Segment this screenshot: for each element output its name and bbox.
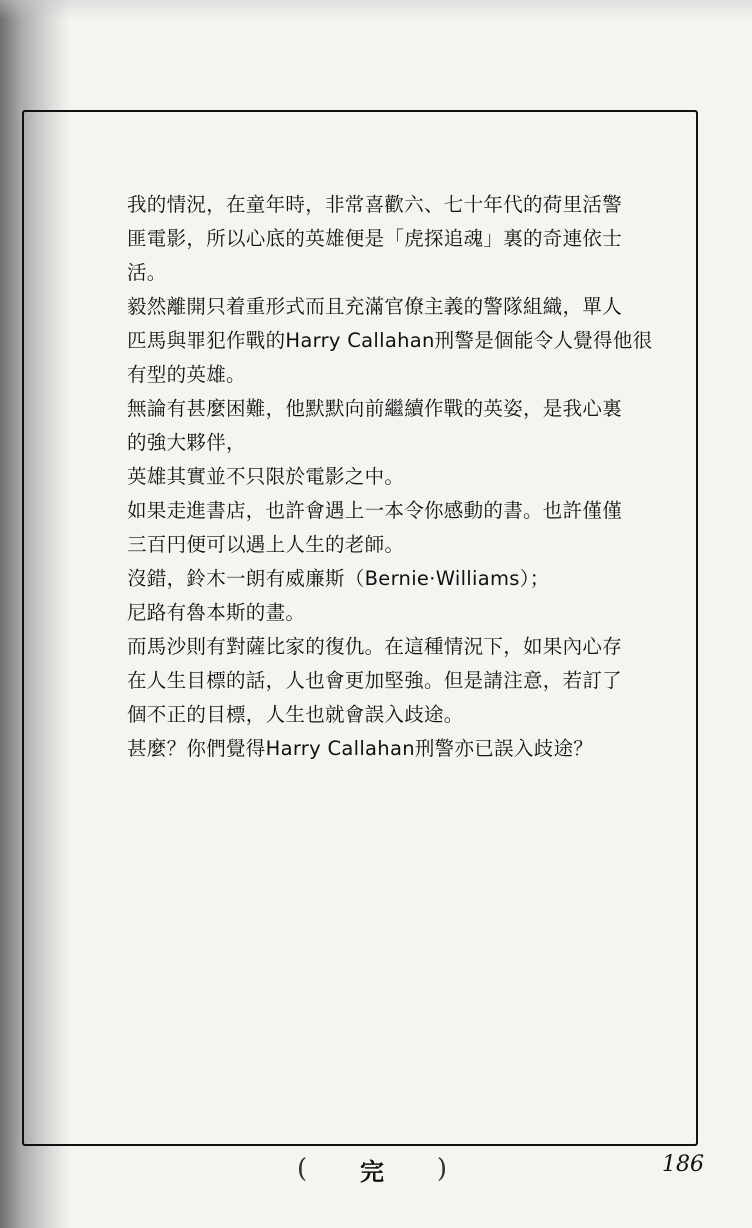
page-footer [0, 1150, 752, 1190]
body-text [127, 188, 653, 766]
end-mark [297, 1150, 447, 1188]
text-line: 匪電影，所以心底的英雄便是「虎探追魂」裏的奇連依士 [127, 227, 623, 250]
text-line: 尼路有魯本斯的畫。 [127, 601, 306, 624]
text-line: 無論有甚麼困難，他默默向前繼續作戰的英姿，是我心裏 [127, 397, 623, 420]
right-paren-ornament: ) [436, 1154, 447, 1184]
text-line: 在人生目標的話，人也會更加堅強。但是請注意，若訂了 [127, 669, 623, 692]
text-line: 三百円便可以遇上人生的老師。 [127, 533, 405, 556]
text-line: 活。 [127, 261, 167, 284]
text-line: 如果走進書店，也許會遇上一本令你感動的書。也許僅僅 [127, 499, 623, 522]
text-line: 英雄其實並不只限於電影之中。 [127, 465, 405, 488]
text-line: 甚麼？你們覺得Harry Callahan刑警亦已誤入歧途？ [127, 737, 594, 760]
text-line: 沒錯，鈴木一朗有威廉斯（Bernie·Williams）； [127, 567, 550, 590]
text-line: 的強大夥伴， [127, 431, 246, 454]
text-line: 個不正的目標，人生也就會誤入歧途。 [127, 703, 464, 726]
text-line: 而馬沙則有對薩比家的復仇。在這種情況下，如果內心存 [127, 635, 623, 658]
text-line: 毅然離開只着重形式而且充滿官僚主義的警隊組織，單人 [127, 295, 623, 318]
top-shadow [0, 0, 752, 20]
text-line: 匹馬與罪犯作戰的Harry Callahan刑警是個能令人覺得他很 [127, 329, 653, 352]
text-line: 我的情況，在童年時，非常喜歡六、七十年代的荷里活警 [127, 193, 623, 216]
left-paren-ornament: ( [297, 1154, 308, 1184]
page-number: 186 [662, 1152, 704, 1177]
text-line: 有型的英雄。 [127, 363, 246, 386]
end-label: 完 [360, 1157, 384, 1186]
